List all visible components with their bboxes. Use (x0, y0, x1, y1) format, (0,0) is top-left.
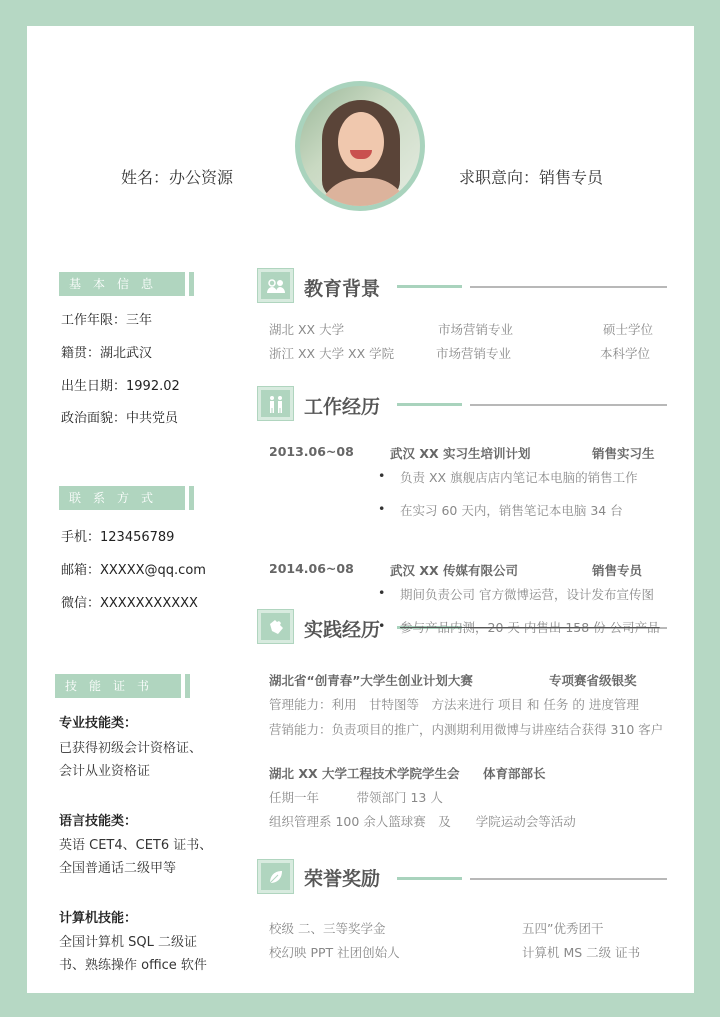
edu-major: 市场营销专业 (436, 346, 512, 361)
job-date: 2013.06~08 (269, 444, 354, 459)
title-rule (470, 878, 667, 880)
edu-school: 湖北 XX 大学 (269, 322, 345, 337)
tag-accent-bar (189, 486, 194, 510)
basic-item-hometown: 籍贯：湖北武汉 (61, 346, 153, 361)
title-rule-accent (397, 403, 462, 406)
practice-line: 管理能力：利用 甘特图等 方法来进行 项目 和 任务 的 进度管理 (269, 697, 639, 712)
honor-item: 校幻映 PPT 社团创始人 (269, 945, 400, 960)
practice-line: 营销能力：负责项目的推广，内测期利用微博与讲座结合获得 310 客户 (269, 722, 664, 737)
edu-degree: 硕士学位 (603, 322, 654, 337)
basic-item-birthdate: 出生日期：1992.02 (61, 379, 180, 394)
job-intent-value: 销售专员 (539, 168, 604, 187)
job-company: 武汉 XX 实习生培训计划 (390, 446, 531, 461)
practice-line: 组织管理系 100 余人篮球赛 及 学院运动会等活动 (269, 814, 576, 829)
skill-group-line: 全国普通话二级甲等 (59, 861, 177, 876)
practice-award: 专项赛省级银奖 (549, 673, 637, 688)
title-rule-accent (397, 285, 462, 288)
skill-group-heading: 语言技能类： (59, 814, 138, 829)
honor-item: 计算机 MS 二级 证书 (522, 945, 641, 960)
job-bullet: • 参与产品内测，20 天 内售出 158 份 公司产品 (400, 618, 660, 636)
job-role: 销售实习生 (592, 446, 655, 461)
title-rule-accent (397, 877, 462, 880)
practice-award: 体育部部长 (483, 766, 546, 781)
honor-item: 五四”优秀团干 (522, 921, 604, 936)
skill-group-line: 会计从业资格证 (59, 764, 151, 779)
skill-group-line: 全国计算机 SQL 二级证 (59, 935, 197, 950)
contact-wechat: 微信：XXXXXXXXXXX (61, 596, 198, 611)
section-tag-contact: 联系方式 (59, 486, 185, 510)
job-intent-field (459, 165, 603, 188)
resume-page (27, 26, 694, 993)
practice-line: 任期一年 带领部门 13 人 (269, 790, 443, 805)
job-bullet: • 期间负责公司 官方微博运营，设计发布宣传图 (400, 585, 654, 603)
tag-accent-bar (185, 674, 190, 698)
skill-group-line: 书、熟练操作 office 软件 (59, 958, 207, 973)
edu-school: 浙江 XX 大学 XX 学院 (269, 346, 395, 361)
practice-heading: 湖北 XX 大学工程技术学院学生会 (269, 766, 460, 781)
basic-item-years: 工作年限：三年 (61, 313, 153, 328)
edu-major: 市场营销专业 (438, 322, 514, 337)
name-label: 姓名： (121, 168, 170, 187)
leaf-icon (258, 860, 293, 893)
title-rule (470, 286, 667, 288)
name-field (121, 165, 233, 188)
profile-photo (295, 81, 425, 211)
section-title-honors: 荣誉奖励 (304, 868, 381, 890)
job-bullet: • 在实习 60 天内，销售笔记本电脑 34 台 (400, 501, 623, 519)
section-title-work: 工作经历 (304, 396, 381, 418)
name-value: 办公资源 (169, 168, 234, 187)
edu-degree: 本科学位 (600, 346, 651, 361)
section-title-practice: 实践经历 (304, 619, 381, 641)
section-tag-skills: 技能证书 (55, 674, 181, 698)
hand-icon (258, 610, 293, 643)
section-tag-basic-info: 基本信息 (59, 272, 185, 296)
contact-phone: 手机：123456789 (61, 530, 175, 545)
job-role: 销售专员 (592, 563, 643, 578)
skill-group-heading: 专业技能类： (59, 716, 138, 731)
job-bullet: • 负责 XX 旗舰店店内笔记本电脑的销售工作 (400, 468, 638, 486)
job-intent-label: 求职意向： (459, 168, 540, 187)
basic-item-politics: 政治面貌：中共党员 (61, 411, 179, 426)
people-icon (258, 269, 293, 302)
tag-accent-bar (189, 272, 194, 296)
title-rule (470, 404, 667, 406)
skill-group-line: 已获得初级会计资格证、 (59, 741, 203, 756)
family-icon (258, 387, 293, 420)
contact-email: 邮箱：XXXXX@qq.com (61, 563, 206, 578)
skill-group-line: 英语 CET4、CET6 证书、 (59, 838, 213, 853)
job-company: 武汉 XX 传媒有限公司 (390, 563, 518, 578)
section-title-education: 教育背景 (304, 278, 381, 300)
honor-item: 校级 二、三等奖学金 (269, 921, 386, 936)
practice-heading: 湖北省“创青春”大学生创业计划大赛 (269, 673, 473, 688)
job-date: 2014.06~08 (269, 561, 354, 576)
skill-group-heading: 计算机技能： (59, 911, 138, 926)
